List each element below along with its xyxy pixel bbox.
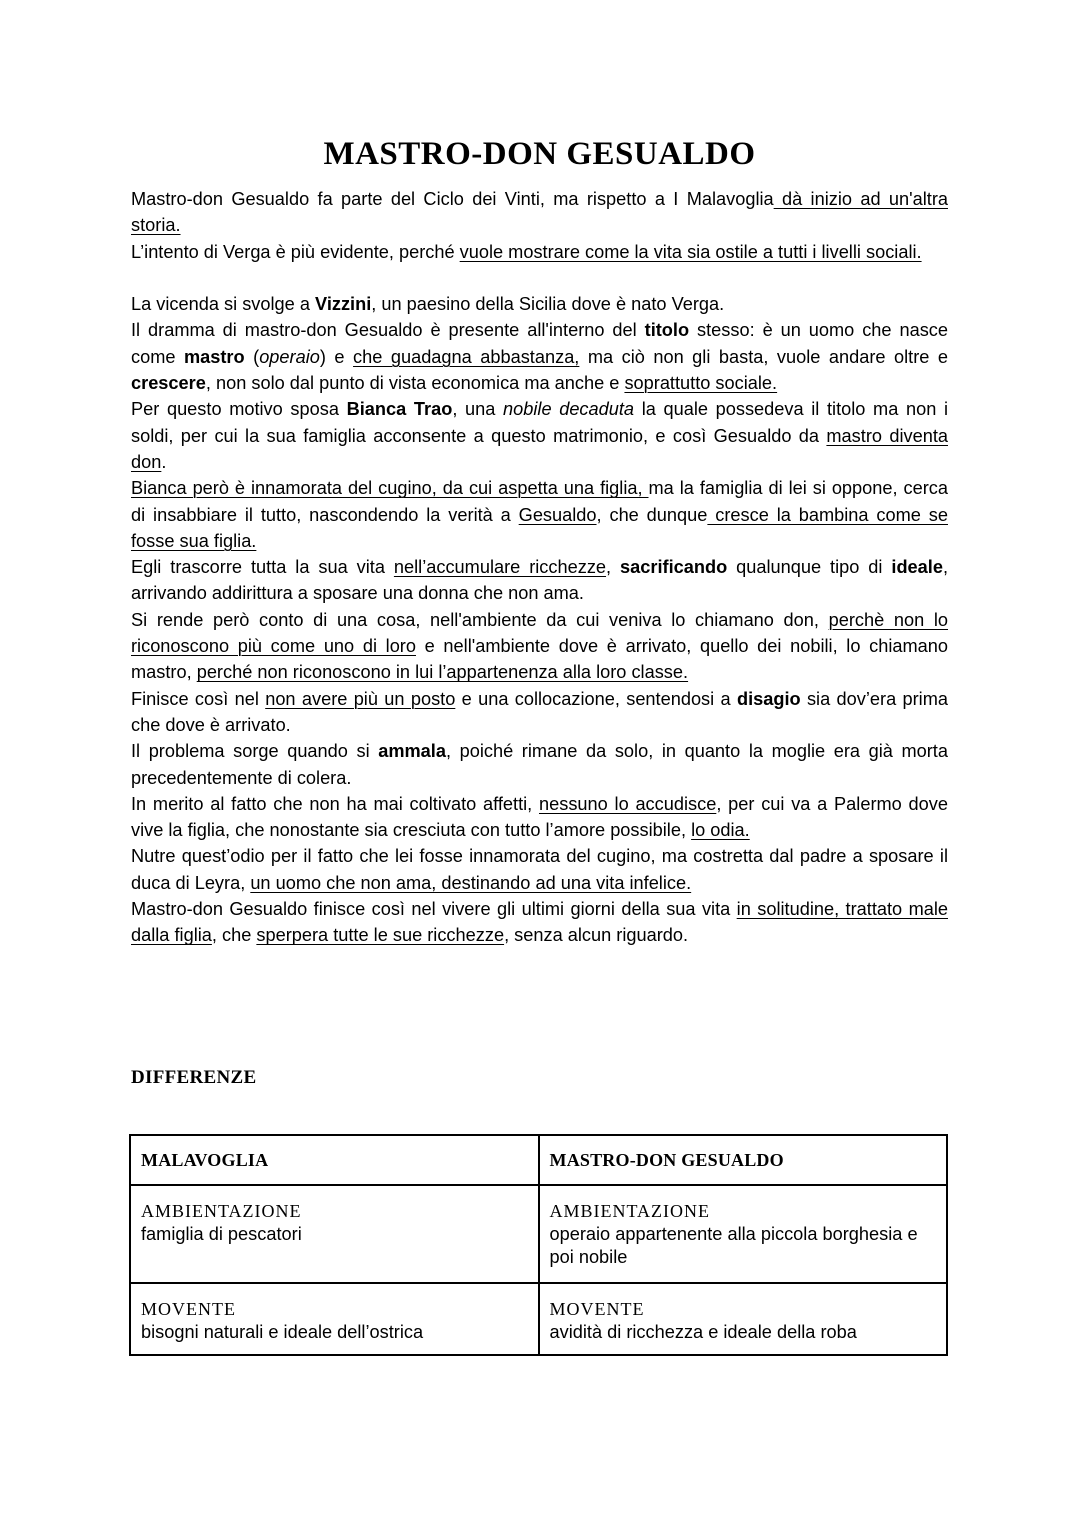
text-run: , senza alcun riguardo. bbox=[504, 925, 689, 946]
text-run: Per questo motivo sposa bbox=[131, 399, 347, 420]
paragraph bbox=[131, 607, 948, 686]
column-header-malavoglia: MALAVOGLIA bbox=[141, 1149, 269, 1170]
table-row-movente bbox=[130, 1283, 947, 1355]
cell-value: avidità di ricchezza e ideale della roba bbox=[549, 1322, 857, 1342]
table-header-cell bbox=[539, 1135, 948, 1185]
table-cell bbox=[539, 1185, 948, 1283]
cell-label: MOVENTE bbox=[141, 1299, 236, 1319]
cell-label: MOVENTE bbox=[549, 1299, 645, 1319]
text-run: e nell'ambiente dove è arrivato, quello dei nobili, lo chiamano mastro, bbox=[131, 636, 948, 683]
text-run: ma la famiglia di lei si oppone, cerca di insabbiare il tutto, nascondendo la verità a bbox=[131, 478, 948, 525]
paragraph bbox=[131, 291, 948, 317]
paragraph bbox=[131, 791, 948, 844]
text-run: La vicenda si svolge a bbox=[131, 294, 316, 315]
document-title: MASTRO-DON GESUALDO bbox=[323, 136, 756, 172]
paragraph bbox=[131, 239, 948, 265]
text-run: e una collocazione, sentendosi a bbox=[455, 688, 737, 709]
text-run: Finisce così nel bbox=[131, 688, 266, 709]
text-run: sia dov’era prima che dove è arrivato. bbox=[131, 688, 948, 735]
cell-label: AMBIENTAZIONE bbox=[141, 1201, 302, 1221]
paragraph bbox=[131, 896, 948, 949]
underlined-text: soprattutto sociale. bbox=[624, 373, 778, 394]
table-cell bbox=[539, 1283, 948, 1355]
bold-text: titolo bbox=[644, 320, 690, 341]
paragraph-spacer bbox=[131, 265, 948, 291]
cell-value: famiglia di pescatori bbox=[141, 1224, 302, 1244]
paragraph bbox=[131, 738, 948, 791]
text-run: . bbox=[161, 451, 167, 472]
text-run: , che bbox=[211, 925, 257, 946]
bold-text: Vizzini bbox=[315, 294, 372, 315]
paragraph bbox=[131, 843, 948, 896]
text-run: Mastro-don Gesualdo fa parte del Ciclo dei Vinti, ma rispetto a I Malavoglia bbox=[131, 189, 774, 209]
text-run: Egli trascorre tutta la sua vita bbox=[131, 557, 394, 578]
text-run: Il problema sorge quando si bbox=[131, 741, 379, 762]
text-run: Nutre quest’odio per il fatto che lei fosse innamorata del cugino, ma costretta dal padre a sposare il duca di Leyra, bbox=[131, 846, 948, 893]
bold-text: mastro bbox=[183, 346, 245, 367]
text-run: , poiché rimane da solo, in quanto la moglie era già morta precedentemente di colera. bbox=[131, 741, 948, 788]
table-header-row bbox=[130, 1135, 947, 1185]
underlined-text: Bianca però è innamorata del cugino, da cui aspetta una figlia, bbox=[131, 478, 649, 499]
text-run: stesso: è un uomo che nasce come bbox=[131, 320, 949, 367]
text-run: la quale possedeva il titolo ma non i soldi, per cui la sua famiglia acconsente a questo matrimonio, e così Gesualdo da bbox=[131, 399, 948, 446]
text-run: , una bbox=[452, 399, 504, 420]
bold-text: ammala bbox=[378, 741, 446, 762]
underlined-text: sperpera tutte le sue ricchezze bbox=[256, 925, 505, 946]
column-header-mastro-don-gesualdo: MASTRO-DON GESUALDO bbox=[549, 1149, 784, 1170]
underlined-text: nell’accumulare ricchezze bbox=[393, 557, 607, 578]
table-header-cell bbox=[130, 1135, 539, 1185]
text-run: ma ciò non gli basta, vuole andare oltre e bbox=[579, 346, 948, 367]
underlined-text: nessuno lo accudisce bbox=[539, 793, 717, 814]
cell-value: bisogni naturali e ideale dell’ostrica bbox=[141, 1322, 424, 1342]
text-run: Si rende però conto di una cosa, nell'ambiente da cui veniva lo chiamano don, bbox=[131, 609, 829, 630]
paragraph bbox=[131, 396, 948, 475]
paragraph bbox=[131, 317, 948, 396]
underlined-text: Gesualdo bbox=[518, 504, 597, 525]
text-run: qualunque tipo di bbox=[727, 557, 892, 578]
text-run: , che dunque bbox=[596, 504, 708, 525]
section-heading-differenze: DIFFERENZE bbox=[131, 1067, 257, 1088]
underlined-text: un uomo che non ama, destinando ad una vita infelice. bbox=[250, 872, 692, 893]
text-run: , arrivando addirittura a sposare una donna che non ama. bbox=[131, 557, 949, 604]
bold-text: crescere bbox=[131, 373, 206, 394]
paragraph bbox=[131, 554, 948, 607]
italic-text: operaio bbox=[259, 346, 320, 367]
underlined-text: mastro diventa don bbox=[131, 425, 948, 472]
underlined-text: dà inizio ad un'altra storia. bbox=[131, 189, 948, 236]
paragraph bbox=[131, 186, 948, 239]
table-row-ambientazione bbox=[130, 1185, 947, 1283]
cell-label: AMBIENTAZIONE bbox=[549, 1201, 711, 1221]
underlined-text: perché non riconoscono in lui l’appartenenza alla loro classe. bbox=[196, 662, 689, 683]
text-run: Mastro-don Gesualdo finisce così nel vivere gli ultimi giorni della sua vita bbox=[131, 899, 737, 920]
italic-text: nobile decaduta bbox=[503, 399, 635, 420]
underlined-text: in solitudine, trattato male dalla figlia bbox=[131, 899, 948, 946]
cell-value: operaio appartenente alla piccola borghesia e poi nobile bbox=[549, 1224, 918, 1267]
underlined-text: non avere più un posto bbox=[265, 688, 456, 709]
text-run: L’intento di Verga è più evidente, perché bbox=[131, 241, 460, 262]
paragraph bbox=[131, 475, 948, 554]
underlined-text: cresce la bambina come se fosse sua figlia. bbox=[131, 504, 948, 551]
text-run: In merito al fatto che non ha mai coltivato affetti, bbox=[131, 793, 539, 814]
text-run: ( bbox=[244, 346, 260, 367]
underlined-text: lo odia. bbox=[691, 820, 750, 841]
bold-text: Bianca Trao bbox=[346, 399, 453, 420]
bold-text: ideale bbox=[891, 557, 943, 578]
document-body bbox=[131, 186, 948, 949]
text-run: , bbox=[606, 557, 621, 578]
text-run: Il dramma di mastro-don Gesualdo è presente all'interno del bbox=[131, 320, 645, 341]
differences-table bbox=[129, 1134, 948, 1356]
text-run: , per cui va a Palermo dove vive la figlia, che nonostante sia cresciuta con tutto l’amore possibile, bbox=[131, 793, 948, 841]
table-cell bbox=[130, 1283, 539, 1355]
text-run: , un paesino della Sicilia dove è nato Verga. bbox=[371, 294, 725, 315]
text-run: ) e bbox=[319, 346, 354, 367]
bold-text: sacrificando bbox=[620, 557, 728, 578]
paragraph bbox=[131, 686, 948, 739]
underlined-text: vuole mostrare come la vita sia ostile a tutti i livelli sociali. bbox=[459, 241, 922, 262]
bold-text: disagio bbox=[736, 688, 801, 709]
text-run: , non solo dal punto di vista economica ma anche e bbox=[205, 373, 625, 394]
underlined-text: che guadagna abbastanza, bbox=[353, 346, 580, 367]
underlined-text: perchè non lo riconoscono più come uno di loro bbox=[131, 609, 949, 657]
table-cell bbox=[130, 1185, 539, 1283]
